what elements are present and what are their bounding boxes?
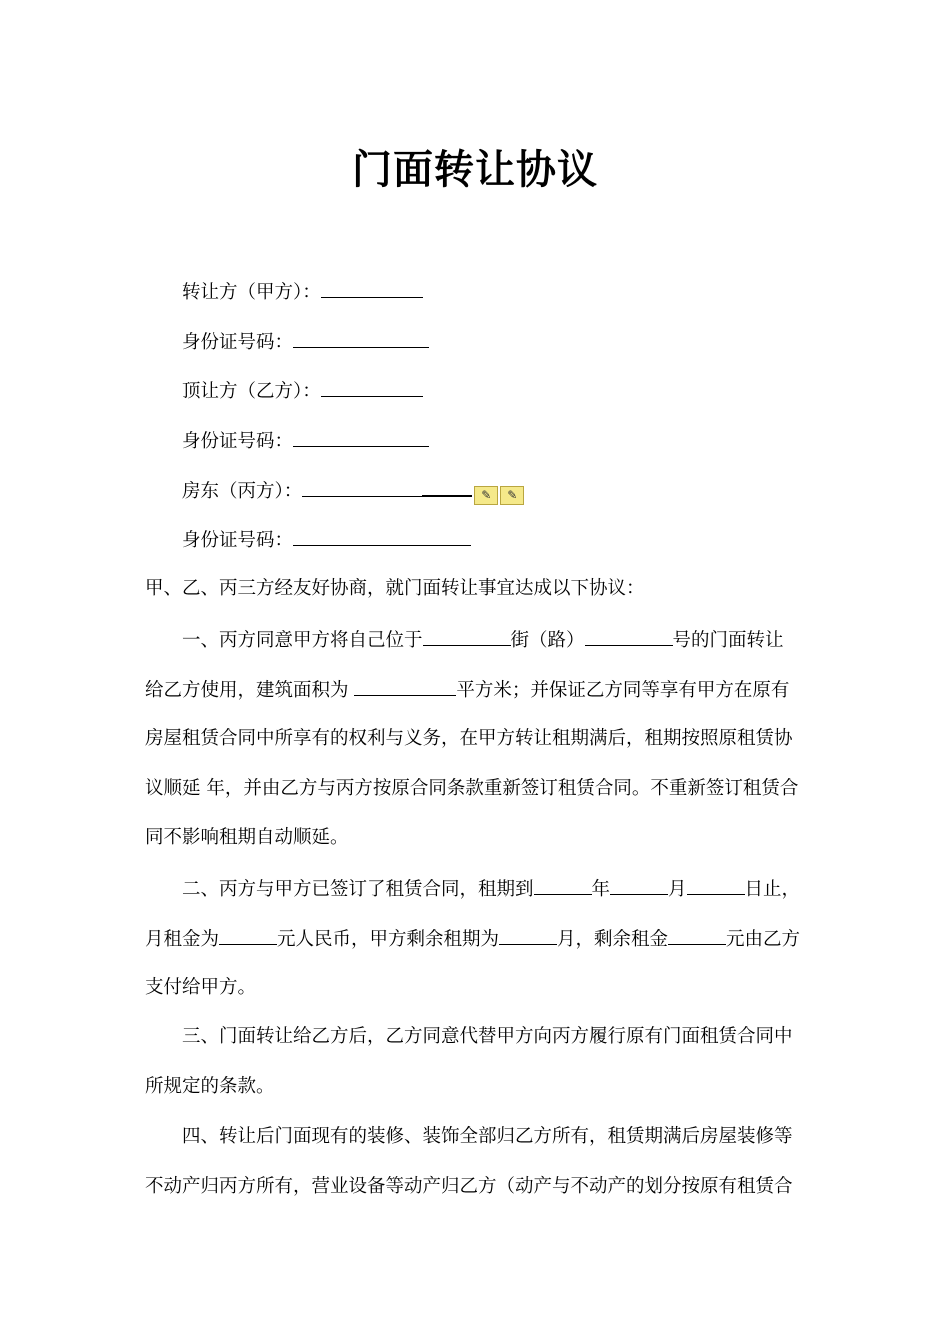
- clause1-line2: [145, 677, 810, 703]
- clause3-line2: 所规定的条款。: [145, 1076, 275, 1097]
- month-blank: [610, 876, 668, 895]
- day-label: 日止，: [744, 879, 801, 900]
- id3-line: [145, 527, 847, 553]
- id3-blank: [293, 527, 413, 546]
- payer-label: 元由乙方: [726, 929, 801, 950]
- id3-blank-2: [413, 527, 471, 546]
- clause1-line4: 议顺延 年，并由乙方与丙方按原合同条款重新签订租赁合同。不重新签订租赁合: [145, 778, 799, 799]
- transferor-blank: [321, 279, 423, 298]
- clause2-line2: [145, 926, 810, 952]
- remaining-rent-label: 月，剩余租金: [557, 929, 669, 950]
- id3-label: 身份证号码：: [182, 530, 294, 551]
- clause4-line2: 不动产归丙方所有，营业设备等动产归乙方（动产与不动产的划分按原有租赁合: [145, 1176, 793, 1197]
- street-blank: [423, 627, 511, 646]
- intro-paragraph: 甲、乙、丙三方经友好协商，就门面转让事宜达成以下协议：: [145, 578, 645, 599]
- id2-line: [145, 428, 847, 454]
- clause1-area-unit: 平方米；并保证乙方同等享有甲方在原有: [456, 680, 790, 701]
- remaining-term-label: 元人民币，甲方剩余租期为: [277, 929, 500, 950]
- day-blank: [687, 876, 745, 895]
- rent-label: 月租金为: [145, 929, 220, 950]
- area-blank: [354, 677, 456, 696]
- landlord-blank-2: [422, 477, 472, 497]
- landlord-label: 房东（丙方）：: [182, 481, 303, 502]
- clause4-line1: 四、转让后门面现有的装修、装饰全部归乙方所有，租赁期满后房屋装修等: [182, 1126, 793, 1147]
- id1-line: [145, 329, 847, 355]
- document-title: 门面转让协议: [352, 147, 598, 193]
- remaining-term-blank: [499, 926, 557, 945]
- clause1-line5: 同不影响租期自动顺延。: [145, 827, 349, 848]
- transferor-label: 转让方（甲方）：: [182, 282, 321, 303]
- clause1-number-label: 号的门面转让: [672, 630, 784, 651]
- transferee-blank: [321, 378, 423, 397]
- clause1-text: 一、丙方同意甲方将自己位于: [182, 630, 423, 651]
- remaining-rent-blank: [668, 926, 726, 945]
- transferor-line: [145, 279, 847, 305]
- year-label: 年: [591, 879, 611, 900]
- transferee-label: 顶让方（乙方）：: [182, 381, 321, 402]
- seal-icon-2: ✎: [500, 486, 524, 505]
- id1-blank: [293, 329, 429, 348]
- clause1-street-label: 街（路）: [510, 630, 585, 651]
- clause1-line1: [145, 627, 847, 653]
- month-label: 月: [668, 879, 687, 900]
- id1-label: 身份证号码：: [182, 332, 294, 353]
- clause1-area-label: 给乙方使用，建筑面积为: [145, 680, 355, 701]
- clause2-text: 二、丙方与甲方已签订了租赁合同，租期到: [182, 879, 534, 900]
- clause3-line1: 三、门面转让给乙方后，乙方同意代替甲方向丙方履行原有门面租赁合同中: [182, 1026, 793, 1047]
- clause2-line3: 支付给甲方。: [145, 977, 257, 998]
- number-blank: [585, 627, 673, 646]
- landlord-blank: [302, 478, 422, 497]
- year-blank: [534, 876, 592, 895]
- transferee-line: [145, 378, 847, 404]
- rent-blank: [219, 926, 277, 945]
- clause2-line1: [145, 876, 847, 902]
- seal-icon: ✎: [474, 486, 498, 505]
- landlord-line: [145, 477, 847, 505]
- id2-label: 身份证号码：: [182, 431, 294, 452]
- clause1-line3: 房屋租赁合同中所享有的权利与义务，在甲方转让租期满后，租期按照原租赁协: [145, 728, 793, 749]
- id2-blank: [293, 428, 429, 447]
